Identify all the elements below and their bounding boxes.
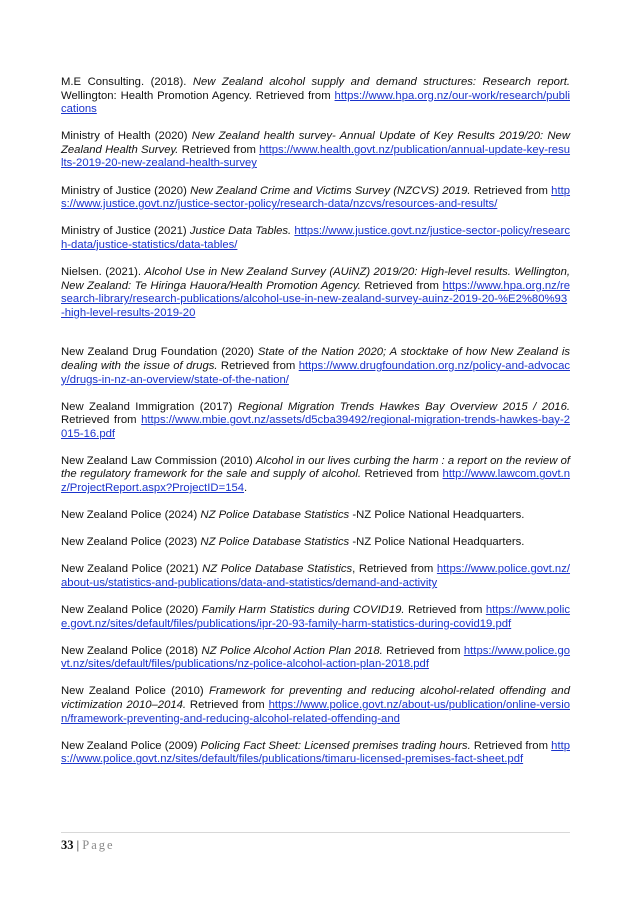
reference-title: NZ Police Alcohol Action Plan 2018. [201,644,383,657]
reference-entry [61,685,570,726]
reference-title: Framework for preventing and reducing alcohol-related offending and victimization 2010–2014. [61,685,570,711]
reference-list [61,76,570,780]
reference-author-year: Nielsen. (2021). [61,265,145,278]
reference-entry [61,130,570,171]
reference-entry [61,645,570,672]
reference-title: New Zealand Crime and Victims Survey (NZCVS) 2019. [190,184,471,197]
reference-link[interactable]: https://www.hpa.org.nz/our-work/research/publications [61,89,570,116]
reference-title: New Zealand health survey- Annual Update of Key Results 2019/20: New Zealand Health Survey. [61,130,570,156]
reference-entry [61,740,570,767]
reference-source: Retrieved from [186,699,269,711]
reference-title: Policing Fact Sheet: Licensed premises trading hours. [200,739,471,752]
reference-entry [61,563,570,590]
reference-link[interactable]: https://www.drugfoundation.org.nz/policy-and-advocacy/drugs-in-nz-an-overview/state-of-the-nation/ [61,359,570,386]
reference-author-year: Ministry of Justice (2020) [61,184,191,197]
reference-end: . [244,482,248,495]
page-word: Page [82,838,115,852]
reference-link[interactable]: https://www.police.govt.nz/sites/default/files/publications/timaru-licensed-premises-fact-sheet.pdf [61,739,571,766]
reference-entry [61,455,570,496]
reference-title: Alcohol in our lives curbing the harm : a report on the review of the regulatory framework for the sale and supply of alcohol. [61,454,570,481]
reference-title: NZ Police Database Statistics [202,563,353,576]
page-footer [61,832,570,853]
reference-author-year: New Zealand Immigration (2017) [61,400,238,413]
reference-link[interactable]: https://www.hpa.org.nz/research-library/research-publications/alcohol-use-in-new-zealand-survey-auinz-2019-20-%E2%80%93-high-level-results-2019-20 [61,279,570,319]
reference-source: Retrieved from [360,468,443,481]
reference-author-year: New Zealand Police (2009) [61,739,201,752]
reference-title: NZ Police Database Statistics [200,536,350,549]
reference-author-year: New Zealand Police (2018) [61,644,202,657]
reference-link[interactable]: https://www.police.govt.nz/about-us/statistics-and-publications/data-and-statistics/demand-and-activity [61,563,571,589]
reference-source: Wellington: Health Promotion Agency. Retrieved from [61,89,335,102]
reference-title: Alcohol Use in New Zealand Survey (AUiNZ) 2019/20: High-level results. Wellington, New Zealand: Te Hiringa Hauora/Health Promotion Agency. [61,265,570,292]
reference-link[interactable]: https://www.police.govt.nz/about-us/publication/online-version/framework-preventing-and-reducing-alcohol-related-offending-and [61,699,570,725]
reference-link[interactable]: https://www.justice.govt.nz/justice-sector-policy/research-data/justice-statistics/data-tables/ [61,225,570,251]
reference-source: Retrieved from [61,414,142,427]
reference-source: Retrieved from [382,644,464,657]
reference-link[interactable]: https://www.police.govt.nz/sites/default/files/publications/nz-police-alcohol-action-plan-2018.pdf [61,644,571,671]
reference-entry [61,225,570,252]
reference-source: Retrieved from [404,604,486,617]
reference-title: Regional Migration Trends Hawkes Bay Overview 2015 / 2016. [237,400,570,413]
reference-title: New Zealand alcohol supply and demand structures: Research report. [192,76,570,88]
reference-entry [61,536,570,550]
reference-author-year: Ministry of Justice (2021) [61,225,190,238]
reference-entry [61,604,570,631]
reference-author-year: New Zealand Drug Foundation (2020) [61,346,258,359]
reference-link[interactable]: https://www.health.govt.nz/publication/annual-update-key-results-2019-20-new-zealand-health-survey [61,143,571,170]
reference-source: -NZ Police National Headquarters. [349,536,525,549]
reference-author-year: New Zealand Police (2023) [61,536,201,549]
reference-author-year: New Zealand Law Commission (2010) [61,454,256,467]
reference-source: Retrieved from [217,359,299,372]
reference-author-year: New Zealand Police (2020) [61,604,202,617]
reference-link[interactable]: https://www.mbie.govt.nz/assets/d5cba39492/regional-migration-trends-hawkes-bay-2015-16.pdf [61,414,570,440]
reference-author-year: New Zealand Police (2021) [61,563,203,576]
reference-author-year: New Zealand Police (2024) [61,509,201,522]
reference-link[interactable]: http://www.lawcom.govt.nz/ProjectReport.aspx?ProjectID=154 [61,468,571,495]
reference-entry [61,401,570,442]
reference-author-year: New Zealand Police (2010) [61,685,209,698]
reference-source: Retrieved from [360,279,443,292]
reference-entry [61,185,570,212]
reference-entry [61,266,570,320]
reference-entry [61,76,570,117]
reference-title: Justice Data Tables. [189,225,292,238]
reference-title: State of the Nation 2020; A stocktake of how New Zealand is dealing with the issue of drugs. [61,346,570,372]
reference-link[interactable]: https://www.police.govt.nz/sites/default/files/publications/ipr-20-93-family-harm-statistics-during-covid19.pdf [61,604,571,630]
reference-source: Retrieved from [470,739,552,752]
reference-title: Family Harm Statistics during COVID19. [201,604,405,617]
page-number: 33 [61,838,74,852]
reference-author-year: Ministry of Health (2020) [61,130,192,143]
reference-source: , Retrieved from [352,563,437,576]
reference-entry [61,346,570,387]
reference-source: -NZ Police National Headquarters. [349,509,525,522]
reference-title: NZ Police Database Statistics [200,509,350,522]
reference-source: Retrieved from [178,143,260,156]
reference-source: Retrieved from [470,184,552,197]
reference-entry [61,509,570,523]
reference-link[interactable]: https://www.justice.govt.nz/justice-sector-policy/research-data/nzcvs/resources-and-results/ [61,184,571,211]
reference-author-year: M.E Consulting. (2018). [61,76,193,88]
footer-separator: | [73,838,83,852]
